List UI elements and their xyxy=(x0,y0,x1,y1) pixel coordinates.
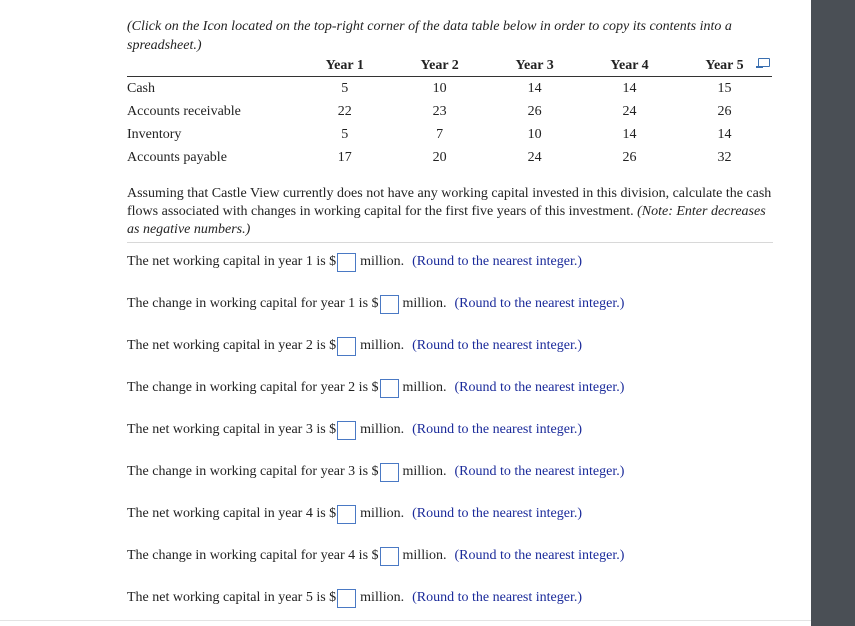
divider xyxy=(127,242,773,243)
column-header: Year 1 xyxy=(297,55,392,77)
scrollbar[interactable] xyxy=(811,0,855,626)
answer-row-change-year-4 xyxy=(127,545,624,567)
column-header: Year 3 xyxy=(487,55,582,77)
cell-value: 7 xyxy=(436,126,444,142)
cell-value: 26 xyxy=(527,103,542,119)
table-header-row xyxy=(127,55,772,77)
cell-value: 5 xyxy=(341,126,349,142)
cell-value: 22 xyxy=(337,103,352,119)
answer-input[interactable] xyxy=(380,463,399,482)
rounding-hint: (Round to the nearest integer.) xyxy=(454,296,625,311)
cell-value: 10 xyxy=(527,126,542,142)
cell-value: 17 xyxy=(337,149,352,165)
cell-value: 14 xyxy=(622,126,637,142)
answer-unit: million. xyxy=(402,296,447,311)
column-header: Year 2 xyxy=(392,55,487,77)
answer-row-change-year-3 xyxy=(127,461,624,483)
cell-value: 23 xyxy=(432,103,447,119)
answer-prompt: The net working capital in year 5 is $ xyxy=(127,590,337,605)
answer-row-nwc-year-1 xyxy=(127,251,582,273)
answer-unit: million. xyxy=(402,548,447,563)
answer-row-change-year-1 xyxy=(127,293,624,315)
cell-value: 14 xyxy=(717,126,732,142)
cell-value: 15 xyxy=(717,80,732,96)
answer-row-nwc-year-4 xyxy=(127,503,582,525)
answer-unit: million. xyxy=(360,338,405,353)
answer-prompt: The change in working capital for year 3 is $ xyxy=(127,464,379,479)
answer-input[interactable] xyxy=(337,337,356,356)
cell-value: 32 xyxy=(717,149,732,165)
table-row xyxy=(127,146,772,169)
cell-value: 10 xyxy=(432,80,447,96)
answer-input[interactable] xyxy=(380,295,399,314)
rounding-hint: (Round to the nearest integer.) xyxy=(454,548,625,563)
rounding-hint: (Round to the nearest integer.) xyxy=(412,590,583,605)
cell-value: 26 xyxy=(717,103,732,119)
answer-row-nwc-year-5 xyxy=(127,587,582,609)
column-header xyxy=(127,55,297,77)
cell-value: 24 xyxy=(622,103,637,119)
row-label: Accounts payable xyxy=(127,149,227,165)
bottom-border xyxy=(0,620,811,621)
answer-prompt: The net working capital in year 2 is $ xyxy=(127,338,337,353)
cell-value: 5 xyxy=(341,80,349,96)
cell-value: 20 xyxy=(432,149,447,165)
answer-unit: million. xyxy=(360,590,405,605)
question-note: (Note: Enter decreases as negative numbers.) xyxy=(127,204,766,237)
answer-input[interactable] xyxy=(337,421,356,440)
rounding-hint: (Round to the nearest integer.) xyxy=(412,338,583,353)
rounding-hint: (Round to the nearest integer.) xyxy=(412,422,583,437)
answer-unit: million. xyxy=(402,464,447,479)
row-label: Inventory xyxy=(127,126,182,142)
answer-unit: million. xyxy=(402,380,447,395)
answer-input[interactable] xyxy=(380,379,399,398)
answer-input[interactable] xyxy=(337,505,356,524)
answer-prompt: The net working capital in year 4 is $ xyxy=(127,506,337,521)
answer-prompt: The change in working capital for year 2 is $ xyxy=(127,380,379,395)
rounding-hint: (Round to the nearest integer.) xyxy=(454,464,625,479)
answer-input[interactable] xyxy=(337,253,356,272)
answer-row-change-year-2 xyxy=(127,377,624,399)
answer-unit: million. xyxy=(360,506,405,521)
answer-input[interactable] xyxy=(380,547,399,566)
instructions-text: (Click on the Icon located on the top-right corner of the data table below in order to copy its contents into a spreadsheet.) xyxy=(127,19,732,53)
data-table xyxy=(127,55,772,169)
answer-prompt: The net working capital in year 3 is $ xyxy=(127,422,337,437)
answer-prompt: The change in working capital for year 4 is $ xyxy=(127,548,379,563)
table-row xyxy=(127,123,772,146)
cell-value: 26 xyxy=(622,149,637,165)
rounding-hint: (Round to the nearest integer.) xyxy=(412,254,583,269)
column-header: Year 4 xyxy=(582,55,677,77)
table-row xyxy=(127,77,772,101)
column-header: Year 5 xyxy=(677,55,772,77)
answer-prompt: The net working capital in year 1 is $ xyxy=(127,254,337,269)
rounding-hint: (Round to the nearest integer.) xyxy=(412,506,583,521)
row-label: Cash xyxy=(127,80,155,96)
row-label: Accounts receivable xyxy=(127,103,241,119)
answer-row-nwc-year-3 xyxy=(127,419,582,441)
answer-input[interactable] xyxy=(337,589,356,608)
question-main: Assuming that Castle View currently does not have any working capital invested in this division, calculate the cash flows associated with changes in working capital for the first five years of this investment. xyxy=(127,186,772,219)
rounding-hint: (Round to the nearest integer.) xyxy=(454,380,625,395)
table-row xyxy=(127,100,772,123)
question-text xyxy=(127,185,772,239)
answer-prompt: The change in working capital for year 1 is $ xyxy=(127,296,379,311)
answer-unit: million. xyxy=(360,254,405,269)
cell-value: 14 xyxy=(622,80,637,96)
answer-unit: million. xyxy=(360,422,405,437)
answer-row-nwc-year-2 xyxy=(127,335,582,357)
cell-value: 14 xyxy=(527,80,542,96)
cell-value: 24 xyxy=(527,149,542,165)
